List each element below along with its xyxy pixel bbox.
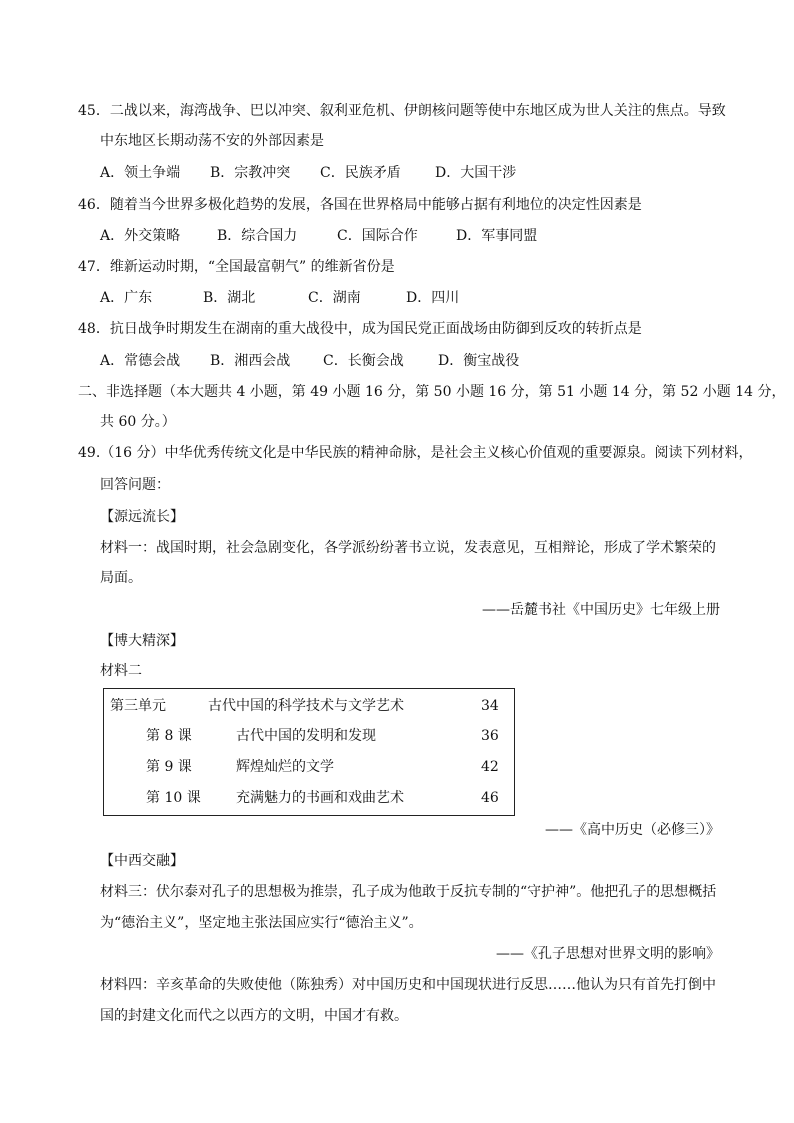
material3-line1: 材料三：伏尔泰对孔子的思想极为推崇，孔子成为他敢于反抗专制的“守护神”。他把孔子的思想概括 bbox=[100, 884, 717, 900]
toc-page: 46 bbox=[481, 790, 499, 806]
toc-page: 34 bbox=[481, 698, 499, 714]
q45-stem-line1: 45．二战以来，海湾战争、巴以冲突、叙利亚危机、伊朗核问题等使中东地区成为世人关注的焦点。导致 bbox=[78, 103, 726, 119]
toc-unit: 第 8 课 bbox=[146, 728, 192, 744]
q45-options bbox=[100, 163, 516, 183]
toc-unit: 第 10 课 bbox=[146, 790, 201, 806]
q48-option-d: D．衡宝战役 bbox=[438, 353, 520, 369]
q48-stem: 48．抗日战争时期发生在湖南的重大战役中，成为国民党正面战场由防御到反攻的转折点是 bbox=[78, 321, 642, 337]
material2-label: 材料二 bbox=[100, 663, 142, 679]
q47-stem: 47．维新运动时期，“全国最富朝气” 的维新省份是 bbox=[78, 259, 395, 275]
section2-heading-line2: 共 60 分。） bbox=[100, 414, 176, 430]
heading-boda: 【博大精深】 bbox=[100, 633, 184, 649]
heading-zhongxi: 【中西交融】 bbox=[100, 853, 184, 869]
q49-stem-line1: 49.（16 分）中华优秀传统文化是中华民族的精神命脉，是社会主义核心价值观的重要源泉。阅读下列材料， bbox=[78, 445, 753, 461]
q48-option-b: B．湘西会战 bbox=[210, 353, 291, 369]
toc-title: 辉煌灿烂的文学 bbox=[236, 759, 334, 775]
toc-title: 古代中国的发明和发现 bbox=[236, 728, 376, 744]
q47-option-a: A．广东 bbox=[100, 290, 153, 306]
q45-option-b: B．宗教冲突 bbox=[210, 165, 291, 181]
q45-stem-line2: 中东地区长期动荡不安的外部因素是 bbox=[100, 133, 324, 149]
section2-heading-line1: 二、非选择题（本大题共 4 小题，第 49 小题 16 分，第 50 小题 16 分，第 51 小题 14 分，第 52 小题 14 分， bbox=[78, 384, 786, 400]
material3-source: ——《孔子思想对世界文明的影响》 bbox=[496, 946, 720, 962]
q49-stem-line2: 回答问题： bbox=[100, 477, 170, 493]
q46-stem: 46．随着当今世界多极化趋势的发展，各国在世界格局中能够占据有利地位的决定性因素是 bbox=[78, 197, 642, 213]
q47-option-b: B．湖北 bbox=[203, 290, 256, 306]
material3-line2: 为“德治主义”，坚定地主张法国应实行“德治主义”。 bbox=[100, 915, 423, 931]
q46-option-b: B．综合国力 bbox=[217, 228, 298, 244]
heading-yuanyuan: 【源远流长】 bbox=[100, 509, 184, 525]
toc-page: 42 bbox=[481, 759, 499, 775]
material1-line2: 局面。 bbox=[100, 570, 142, 586]
q47-options bbox=[100, 288, 459, 308]
toc-table bbox=[103, 688, 515, 816]
q48-option-c: C．长衡会战 bbox=[323, 353, 404, 369]
material4-line2: 国的封建文化而代之以西方的文明，中国才有救。 bbox=[100, 1008, 408, 1024]
toc-page: 36 bbox=[481, 728, 499, 744]
q46-option-c: C．国际合作 bbox=[337, 228, 418, 244]
q47-option-d: D．四川 bbox=[406, 290, 460, 306]
toc-title: 充满魅力的书画和戏曲艺术 bbox=[236, 790, 404, 806]
q45-option-c: C．民族矛盾 bbox=[320, 165, 401, 181]
q47-option-c: C．湖南 bbox=[308, 290, 361, 306]
toc-unit: 第三单元 bbox=[110, 698, 166, 714]
q45-option-d: D．大国干涉 bbox=[435, 165, 517, 181]
toc-title: 古代中国的科学技术与文学艺术 bbox=[208, 698, 404, 714]
q45-option-a: A．领土争端 bbox=[100, 165, 181, 181]
q46-option-d: D．军事同盟 bbox=[456, 228, 538, 244]
toc-unit: 第 9 课 bbox=[146, 759, 192, 775]
material4-line1: 材料四：辛亥革命的失败使他（陈独秀）对中国历史和中国现状进行反思……他认为只有首先打倒中 bbox=[100, 977, 716, 993]
material1-source: ——岳麓书社《中国历史》七年级上册 bbox=[482, 602, 720, 618]
q48-option-a: A．常德会战 bbox=[100, 353, 181, 369]
q46-options bbox=[100, 226, 537, 246]
q48-options bbox=[100, 351, 519, 371]
material1-line1: 材料一：战国时期，社会急剧变化，各学派纷纷著书立说，发表意见，互相辩论，形成了学术繁荣的 bbox=[100, 540, 716, 556]
q46-option-a: A．外交策略 bbox=[100, 228, 181, 244]
material2-source: ——《高中历史（必修三）》 bbox=[545, 822, 720, 838]
